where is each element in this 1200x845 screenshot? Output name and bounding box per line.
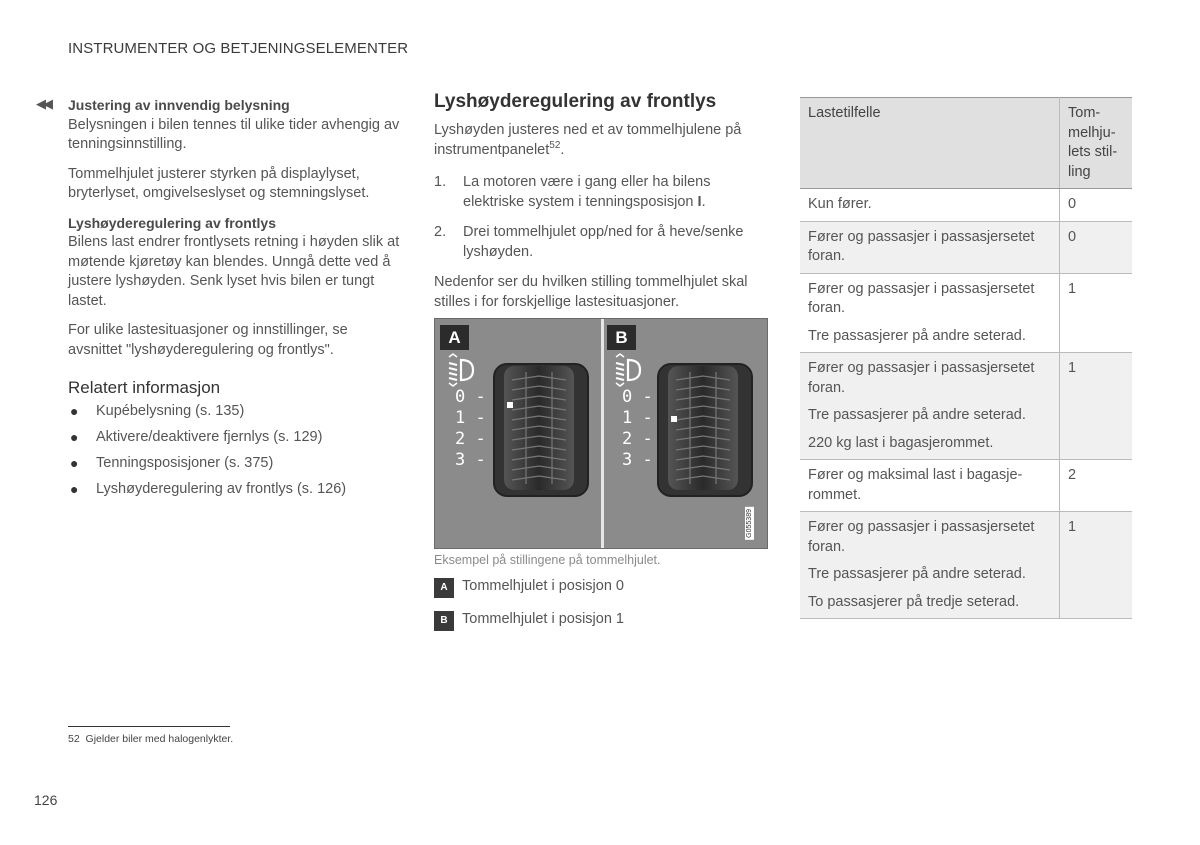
thumbwheel-illustration: [434, 318, 768, 549]
left-column: [68, 96, 403, 506]
headlight-level-icon: [443, 353, 477, 387]
section-heading: Justering av innvendig belysning: [68, 97, 290, 113]
table-header: Lastetilfelle: [800, 98, 1060, 189]
middle-column: [434, 92, 769, 312]
section-title: Lyshøyderegulering av frontlys: [434, 91, 717, 112]
scale-label: 0 -: [622, 387, 653, 407]
wheel-scale: [622, 387, 653, 471]
section-heading: Lyshøyderegulering av frontlys: [68, 214, 276, 231]
table-cell-text: Fører og passasjer i passasjersetet foran.: [808, 280, 1035, 316]
step-item: 1. La motoren være i gang eller ha bilens elektriske system i tenningsposisjon I.: [434, 174, 711, 210]
related-link[interactable]: ● Lyshøyderegulering av frontlys (s. 126): [68, 480, 403, 500]
table-cell-value: 0: [1060, 221, 1133, 273]
table-row: [800, 273, 1132, 353]
table-row: [800, 353, 1132, 460]
headlight-level-icon: [610, 353, 644, 387]
table-row: [800, 221, 1132, 273]
paragraph: Tommelhjulet justerer styrken på displaylyset, bryterlyset, omgivelseslyset og stemningslyset.: [68, 165, 370, 201]
scale-label: 2 -: [622, 429, 653, 449]
footnote-rule: [68, 726, 230, 727]
continued-marker-icon: ◀◀: [36, 96, 50, 111]
thumbwheel-housing: [493, 363, 589, 497]
footnote-ref[interactable]: 52: [549, 140, 561, 152]
legend-badge: B: [434, 611, 454, 631]
table-cell-text: Fører og passasjer i passasjersetet foran.: [808, 360, 1035, 396]
table-cell-text: Tre passasjerer på andre seterad.: [808, 327, 1026, 344]
footnote-text: Gjelder biler med halogenlykter.: [85, 733, 234, 745]
related-link[interactable]: ● Aktivere/deaktivere fjernlys (s. 129): [68, 428, 403, 448]
table-cell-text: 220 kg last i bagasjerommet.: [808, 434, 994, 451]
page-number: 126: [34, 792, 58, 808]
related-link[interactable]: ● Kupébelysning (s. 135): [68, 402, 403, 422]
paragraph: Belysningen i bilen tennes til ulike tider avhengig av tenningsinnstilling.: [68, 116, 400, 152]
figure-code: G055389: [746, 509, 753, 538]
panel-b-label: B: [607, 325, 636, 350]
table-cell-value: 0: [1060, 189, 1133, 222]
legend-badge: A: [434, 578, 454, 598]
panel-divider: [601, 319, 604, 548]
table-cell-value: 2: [1060, 460, 1133, 512]
scale-label: 1 -: [622, 408, 653, 428]
footnote: [68, 733, 233, 745]
related-info-heading: Relatert informasjon: [68, 378, 221, 397]
table-cell-text: Fører og passasjer i passasjersetet foran.: [808, 519, 1035, 555]
scale-label: 3 -: [455, 450, 486, 470]
legend-item: A Tommelhjulet i posisjon 0: [434, 576, 624, 596]
table-cell-value: 1: [1060, 512, 1133, 619]
paragraph: Bilens last endrer frontlysets retning i høyden slik at møtende kjøretøy kan blendes. Unngå dette ved å justere lyshøyden. Senk lyset hvis bilen er tungt lastet.: [68, 234, 400, 309]
steps-list: [434, 172, 769, 262]
table-row: [800, 512, 1132, 619]
table-row: [800, 460, 1132, 512]
paragraph: For ulike lastesituasjoner og innstillinger, se avsnittet "lyshøyderegulering og frontlys".: [68, 322, 348, 358]
table-cell-text: Tre passasjerer på andre seterad.: [808, 407, 1026, 423]
wheel-scale: [455, 387, 486, 471]
intro-paragraph: Lyshøyden justeres ned et av tommelhjulene på instrumentpanelet$^{52}$.: [434, 122, 742, 158]
scale-label: 2 -: [455, 429, 486, 449]
table-cell-text: To passasjerer på tredje seterad.: [808, 593, 1020, 610]
table-cell-value: 1: [1060, 353, 1133, 460]
load-settings-table: [800, 97, 1132, 619]
scale-label: 0 -: [455, 387, 486, 407]
bullet-icon: ●: [70, 454, 79, 471]
bullet-icon: ●: [70, 480, 79, 497]
figure-caption: Eksempel på stillingene på tommelhjulet.: [434, 553, 661, 567]
bullet-icon: ●: [70, 428, 79, 445]
thumbwheel-icon: [504, 366, 574, 490]
bullet-icon: ●: [70, 402, 79, 419]
panel-a-label: A: [440, 325, 469, 350]
running-header: INSTRUMENTER OG BETJENINGSELEMENTER: [68, 40, 409, 57]
table-row: [800, 189, 1132, 222]
table-header: [1060, 98, 1133, 189]
table-header-text: Tom- melhju- lets stil- ling: [1068, 105, 1118, 180]
step-item: 2. Drei tommelhjulet opp/ned for å heve/senke lyshøyden.: [434, 224, 744, 260]
scale-label: 3 -: [622, 450, 653, 470]
table-cell-value: 1: [1060, 273, 1133, 353]
legend-item: B Tommelhjulet i posisjon 1: [434, 609, 624, 629]
paragraph: Nedenfor ser du hvilken stilling tommelhjulet skal stilles i for forskjellige lastesituasjoner.: [434, 274, 748, 310]
table-cell-text: Fører og passasjer i passasjersetet foran.: [808, 228, 1035, 264]
footnote-number: 52: [68, 733, 80, 745]
thumbwheel-icon: [668, 366, 738, 490]
table-cell-text: Tre passasjerer på andre seterad.: [808, 566, 1026, 582]
scale-label: 1 -: [455, 408, 486, 428]
table-cell-text: Fører og maksimal last i bagasje-rommet.: [808, 467, 1023, 503]
thumbwheel-housing: [657, 363, 753, 497]
related-links-list: [68, 402, 403, 500]
related-link[interactable]: ● Tenningsposisjoner (s. 375): [68, 454, 403, 474]
table-cell-text: Kun fører.: [808, 196, 872, 212]
